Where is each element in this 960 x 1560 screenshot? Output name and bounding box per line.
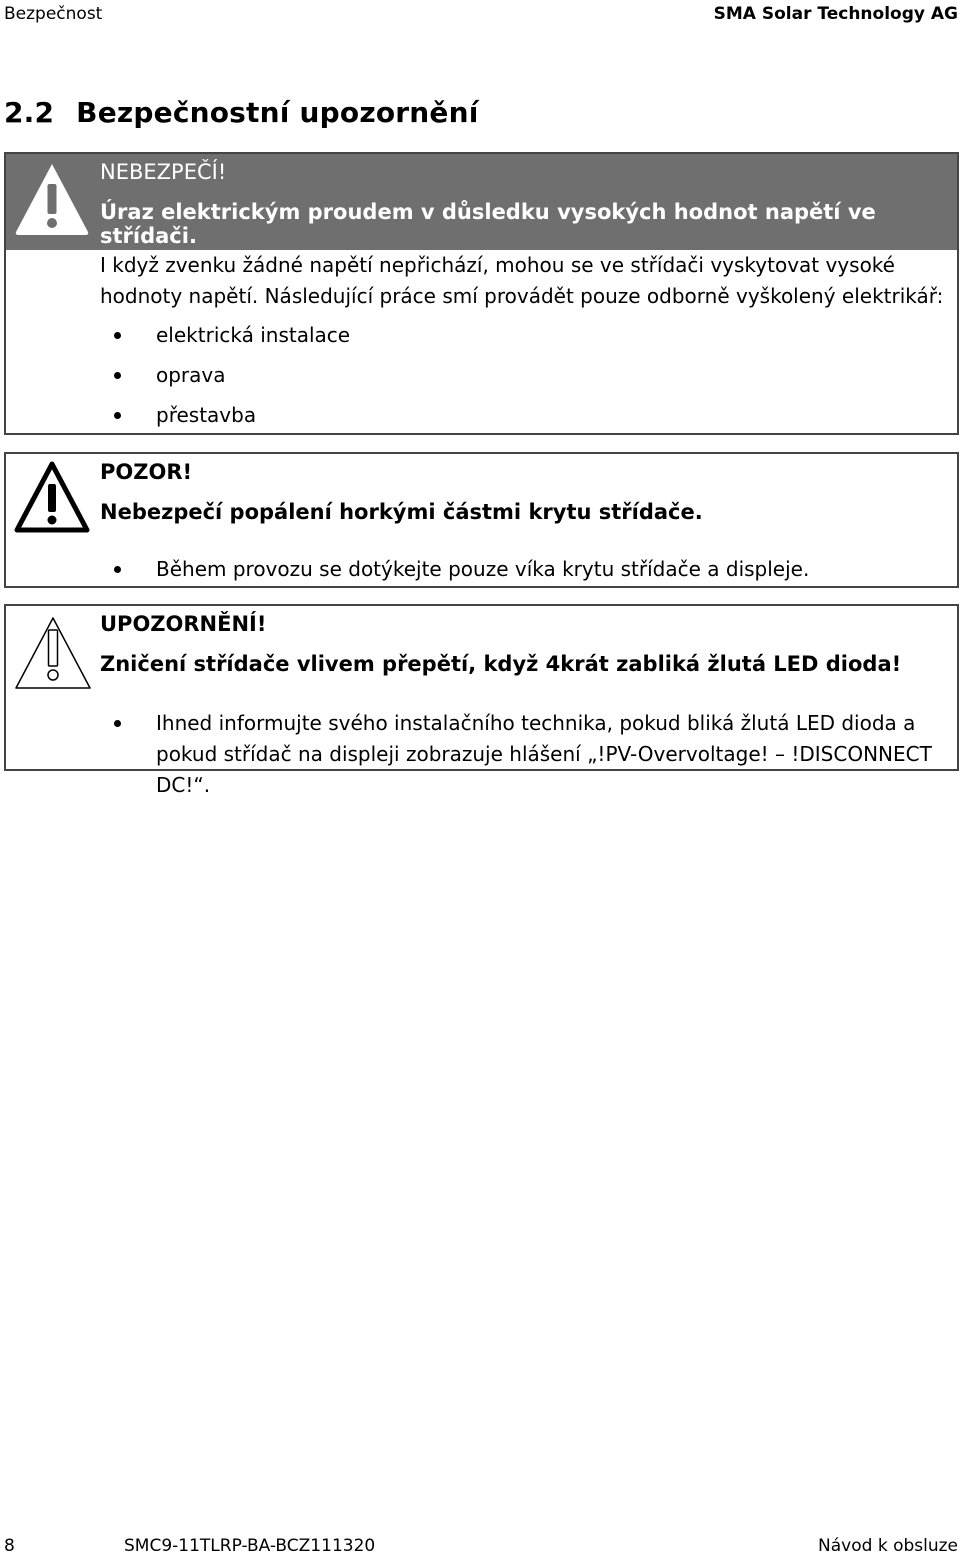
section-title-text: Bezpečnostní upozornění: [76, 96, 479, 129]
bullet-icon: [114, 412, 121, 419]
caution-warning-box: [4, 452, 959, 588]
bullet-icon: [114, 720, 121, 727]
section-number: 2.2: [4, 96, 55, 129]
caution-measures-list: [100, 554, 947, 585]
bullet-icon: [114, 566, 121, 573]
list-item: přestavba: [100, 400, 947, 431]
bullet-icon: [114, 332, 121, 339]
header-company: SMA Solar Technology AG: [713, 4, 958, 24]
notice-warning-box: [4, 604, 959, 797]
list-item: Během provozu se dotýkejte pouze víka krytu střídače a displeje.: [100, 554, 947, 585]
manual-title: Návod k obsluze: [818, 1536, 958, 1556]
warning-triangle-icon: [12, 458, 92, 540]
list-item: oprava: [100, 360, 947, 391]
bullet-icon: [114, 372, 121, 379]
danger-measures-list: [100, 320, 947, 431]
caution-hazard-text: Nebezpečí popálení horkými částmi krytu střídače.: [100, 500, 703, 524]
list-item: Ihned informujte svého instalačního technika, pokud bliká žlutá LED dioda a pokud střídač na displeji zobrazuje hlášení „!PV-Overvoltage! – !DISCONNECT DC!“.: [100, 708, 947, 801]
list-item: elektrická instalace: [100, 320, 947, 351]
danger-warning-box: [4, 152, 959, 435]
danger-warning-header: [6, 154, 957, 250]
page-header: [4, 2, 958, 26]
notice-signal-word: UPOZORNĚNÍ!: [100, 612, 267, 636]
notice-warning-header: [6, 606, 957, 702]
page-footer: [4, 1536, 958, 1560]
danger-description: I když zvenku žádné napětí nepřichází, mohou se ve střídači vyskytovat vysoké hodnoty napětí. Následující práce smí provádět pouze odborně vyškolený elektrikář:: [100, 253, 944, 308]
caution-signal-word: POZOR!: [100, 460, 193, 484]
danger-signal-word: NEBEZPEČÍ!: [100, 160, 227, 184]
section-title: [4, 96, 479, 129]
page-number: 8: [4, 1536, 15, 1556]
header-chapter: Bezpečnost: [4, 4, 103, 24]
danger-hazard-text: Úraz elektrickým proudem v důsledku vysokých hodnot napětí ve střídači.: [100, 200, 876, 248]
warning-triangle-icon: [12, 160, 92, 242]
warning-triangle-outline-icon: [12, 612, 94, 698]
document-code: SMC9-11TLRP-BA-BCZ111320: [124, 1536, 376, 1556]
notice-measures-list: [100, 708, 947, 801]
caution-warning-header: [6, 454, 957, 550]
notice-hazard-text: Zničení střídače vlivem přepětí, když 4krát zabliká žlutá LED dioda!: [100, 652, 902, 676]
